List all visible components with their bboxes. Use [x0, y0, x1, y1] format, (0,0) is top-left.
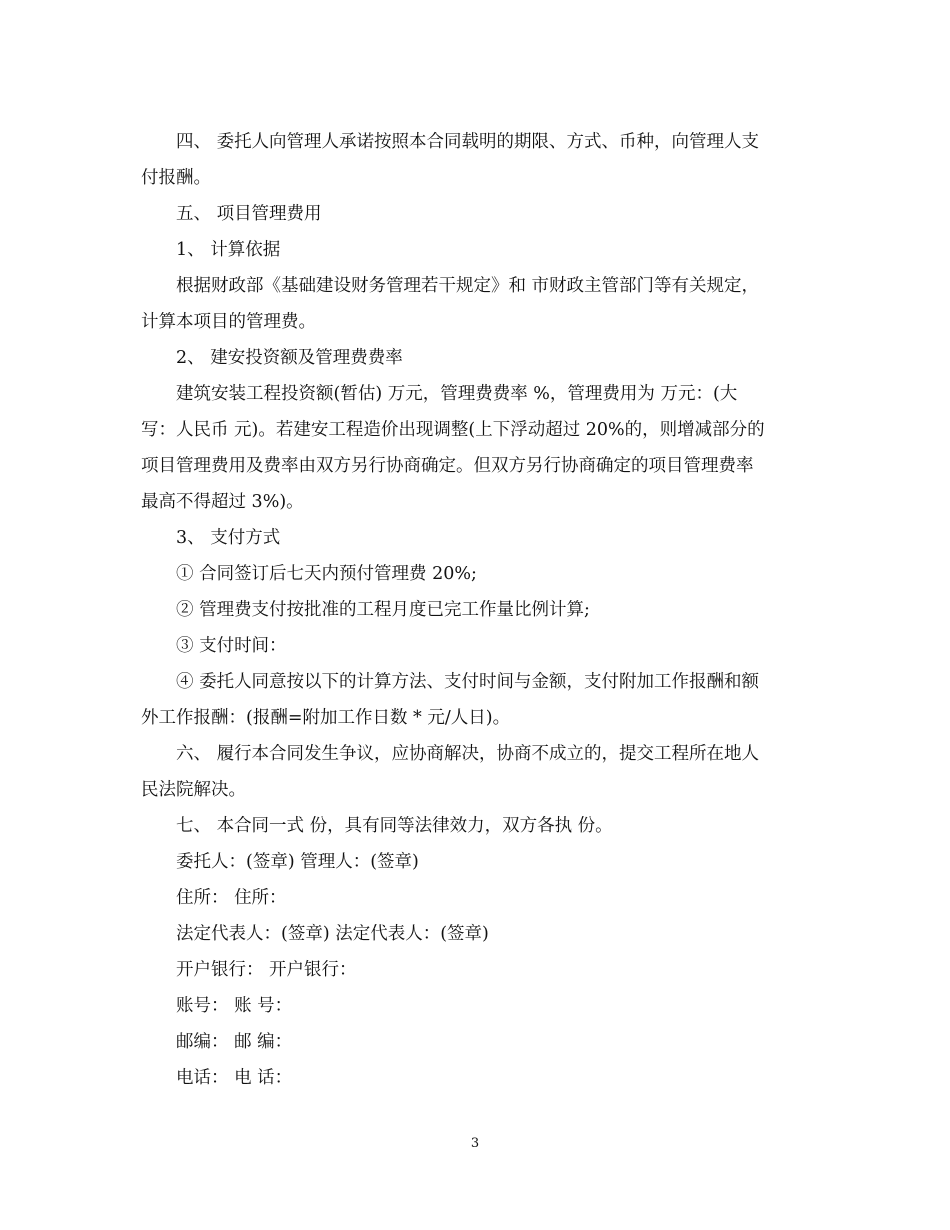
page-number: 3 [470, 1136, 480, 1151]
section-heading: 七、 本合同一式 份，具有同等法律效力，双方各执 份。 [176, 816, 613, 836]
list-item: ③ 支付时间： [176, 636, 287, 656]
section-heading: 六、 履行本合同发生争议，应协商解决，协商不成立的，提交工程所在地人 [176, 744, 760, 764]
paragraph-line: 建筑安装工程投资额(暂估) 万元，管理费费率 %，管理费用为 万元：(大 [176, 384, 738, 404]
list-item: ① 合同签订后七天内预付管理费 20%; [176, 564, 477, 584]
signature-line: 委托人：(签章) 管理人：(签章) [176, 852, 419, 872]
paragraph-line: 四、 委托人向管理人承诺按照本合同载明的期限、方式、币种，向管理人支 [176, 132, 760, 152]
section-heading: 五、 项目管理费用 [176, 204, 322, 224]
list-item: ② 管理费支付按批准的工程月度已完工作量比例计算; [176, 600, 590, 620]
paragraph-line: 最高不得超过 3%)。 [141, 492, 304, 512]
signature-line: 法定代表人：(签章) 法定代表人：(签章) [176, 924, 489, 944]
signature-line: 邮编： 邮 编： [176, 1032, 293, 1052]
paragraph-line: 项目管理费用及费率由双方另行协商确定。但双方另行协商确定的项目管理费率 [141, 456, 754, 476]
paragraph-line: 计算本项目的管理费。 [141, 312, 316, 332]
signature-line: 电话： 电 话： [176, 1068, 293, 1088]
paragraph-line: 写：人民币 元)。若建安工程造价出现调整(上下浮动超过 20%的，则增减部分的 [141, 420, 765, 440]
paragraph-line: 根据财政部《基础建设财务管理若干规定》和 市财政主管部门等有关规定， [176, 276, 760, 296]
paragraph-line: 民法院解决。 [141, 780, 246, 800]
document-body [141, 124, 811, 1096]
subsection-heading: 2、 建安投资额及管理费费率 [176, 348, 403, 368]
paragraph-line: 外工作报酬：(报酬=附加工作日数 * 元/人日)。 [141, 708, 511, 728]
signature-line: 住所： 住所： [176, 888, 287, 908]
signature-line: 账号： 账 号： [176, 996, 293, 1016]
subsection-heading: 1、 计算依据 [176, 240, 281, 260]
paragraph-line: 付报酬。 [141, 168, 211, 188]
list-item: ④ 委托人同意按以下的计算方法、支付时间与金额，支付附加工作报酬和额 [176, 672, 760, 692]
signature-line: 开户银行： 开户银行： [176, 960, 357, 980]
subsection-heading: 3、 支付方式 [176, 528, 281, 548]
